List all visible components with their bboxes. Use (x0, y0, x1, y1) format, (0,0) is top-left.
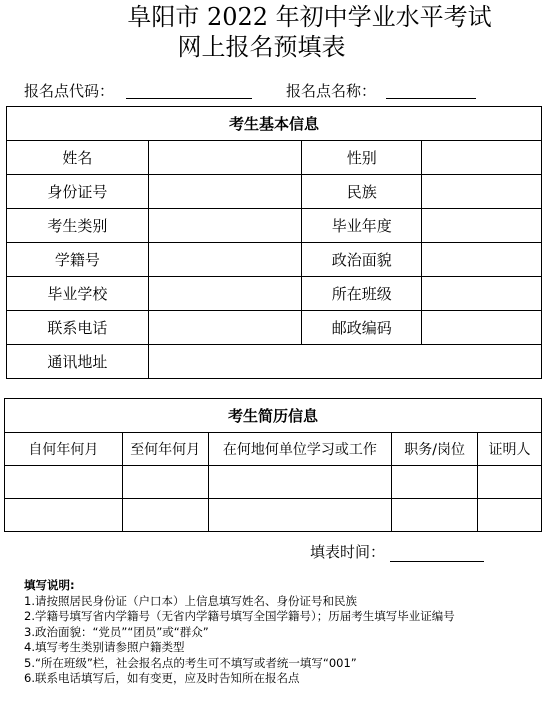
resume-cell[interactable] (392, 466, 478, 499)
phone-field[interactable] (148, 311, 302, 345)
political-status-field[interactable] (422, 243, 542, 277)
resume-row (5, 466, 542, 499)
instructions (24, 578, 524, 687)
political-status-label: 政治面貌 (302, 243, 422, 277)
school-label: 毕业学校 (7, 277, 149, 311)
graduation-year-field[interactable] (422, 209, 542, 243)
address-label: 通讯地址 (7, 345, 149, 379)
id-number-label: 身份证号 (7, 175, 149, 209)
resume-cell[interactable] (208, 466, 392, 499)
name-label: 姓名 (7, 141, 149, 175)
site-code-label: 报名点代码： (24, 82, 115, 100)
instruction-item: 1.请按照居民身份证（户口本）上信息填写姓名、身份证号和民族 (24, 593, 357, 608)
col-place-unit: 在何地何单位学习或工作 (208, 433, 392, 466)
resume-cell[interactable] (5, 466, 123, 499)
class-field[interactable] (422, 277, 542, 311)
resume-cell[interactable] (122, 499, 208, 532)
col-witness: 证明人 (478, 433, 542, 466)
ethnicity-label: 民族 (302, 175, 422, 209)
name-field[interactable] (148, 141, 302, 175)
resume-heading: 考生简历信息 (5, 399, 542, 433)
instruction-item: 4.填写考生类别请参照户籍类型 (24, 640, 185, 654)
school-field[interactable] (148, 277, 302, 311)
id-number-field[interactable] (148, 175, 302, 209)
site-name-input[interactable] (386, 80, 476, 99)
fill-time-input[interactable] (390, 545, 484, 562)
instruction-item: 3.政治面貌：“党员”“团员”或“群众” (24, 624, 209, 639)
instruction-item: 5.“所在班级”栏，社会报名点的考生可不填写或者统一填写“001” (24, 655, 357, 670)
address-field[interactable] (148, 345, 541, 379)
instructions-heading: 填写说明: (24, 578, 75, 592)
phone-label: 联系电话 (7, 311, 149, 345)
resume-table (4, 398, 542, 532)
postcode-field[interactable] (422, 311, 542, 345)
ethnicity-field[interactable] (422, 175, 542, 209)
candidate-type-label: 考生类别 (7, 209, 149, 243)
student-number-label: 学籍号 (7, 243, 149, 277)
resume-row (5, 499, 542, 532)
site-code-input[interactable] (126, 80, 252, 99)
graduation-year-label: 毕业年度 (302, 209, 422, 243)
resume-cell[interactable] (392, 499, 478, 532)
form-title-line1: 阜阳市 2022 年初中学业水平考试 (127, 3, 492, 31)
postcode-label: 邮政编码 (302, 311, 422, 345)
instruction-item: 6.联系电话填写后，如有变更，应及时告知所在报名点 (24, 671, 300, 685)
instruction-item: 2.学籍号填写省内学籍号（无省内学籍号填写全国学籍号）；历届考生填写毕业证编号 (24, 609, 455, 623)
col-position: 职务/岗位 (392, 433, 478, 466)
resume-cell[interactable] (208, 499, 392, 532)
student-number-field[interactable] (148, 243, 302, 277)
class-label: 所在班级 (302, 277, 422, 311)
basic-info-table (6, 106, 542, 379)
col-to-date: 至何年何月 (122, 433, 208, 466)
resume-cell[interactable] (5, 499, 123, 532)
fill-time-label: 填表时间： (310, 543, 386, 561)
resume-cell[interactable] (478, 466, 542, 499)
form-title-line2: 网上报名预填表 (177, 33, 346, 61)
col-from-date: 自何年何月 (5, 433, 123, 466)
gender-label: 性别 (302, 141, 422, 175)
resume-cell[interactable] (478, 499, 542, 532)
site-name-label: 报名点名称： (286, 82, 377, 100)
candidate-type-field[interactable] (148, 209, 302, 243)
resume-cell[interactable] (122, 466, 208, 499)
fill-time (310, 541, 484, 562)
basic-info-heading: 考生基本信息 (7, 107, 542, 141)
gender-field[interactable] (422, 141, 542, 175)
